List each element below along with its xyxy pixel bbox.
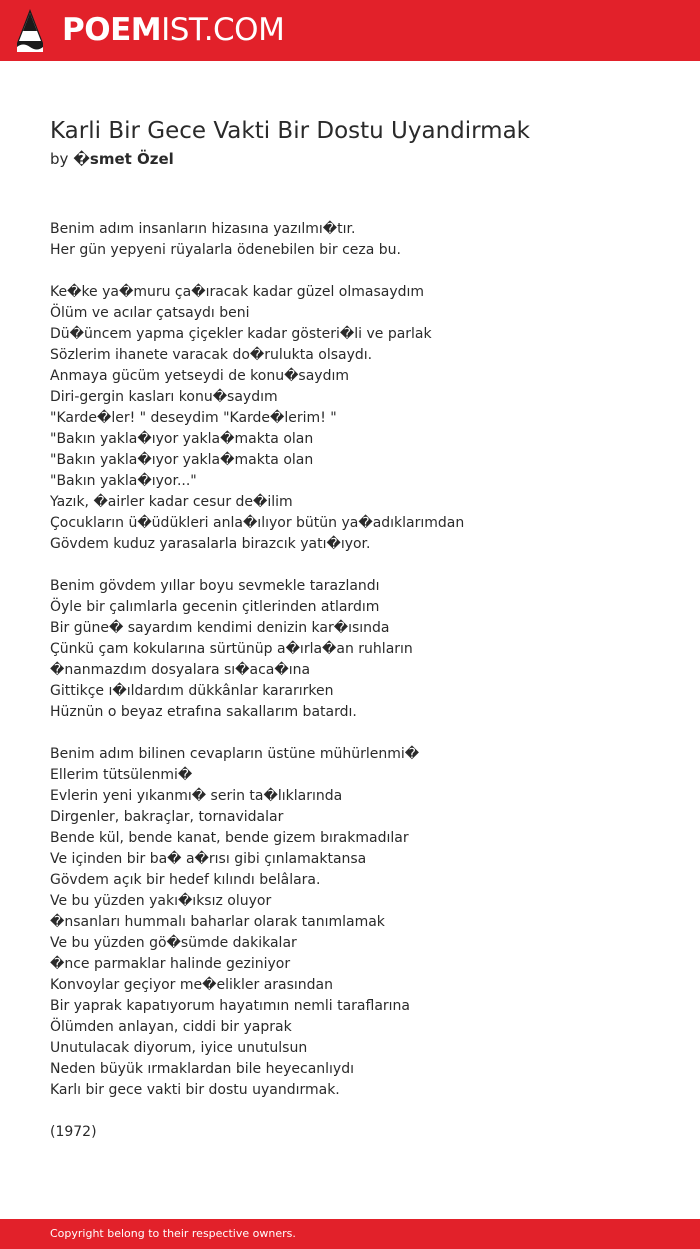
copyright-text: Copyright belong to their respective owners. xyxy=(50,1227,296,1240)
poem-line: �nanmazdım dosyalara sı�aca�ına xyxy=(50,662,311,678)
poem-line: Yazık, �airler kadar cesur de�ilim xyxy=(50,494,293,510)
poem-line: Hüznün o beyaz etrafına sakallarım batardı. xyxy=(50,704,357,720)
poem-line: Ve bu yüzden gö�sümde dakikalar xyxy=(50,935,297,951)
poem-body xyxy=(50,219,670,1143)
poem-line: Konvoylar geçiyor me�elikler arasından xyxy=(50,977,334,993)
poem-line: Diri-gergin kasları konu�saydım xyxy=(50,389,278,405)
poem-line: Neden büyük ırmaklardan bile heyecanlıydı xyxy=(50,1061,354,1077)
pen-nib-icon[interactable] xyxy=(17,9,43,52)
poem-line: Gittikçe ı�ıldardım dükkânlar kararırken xyxy=(50,683,334,699)
poem-line: Ölüm ve acılar çatsaydı beni xyxy=(50,305,250,321)
poem-line: Dü�üncem yapma çiçekler kadar gösteri�li ve parlak xyxy=(50,326,432,342)
logo-light-text: IST.COM xyxy=(161,12,285,48)
poem-line: Çocukların ü�üdükleri anla�ılıyor bütün ya�adıklarımdan xyxy=(50,515,465,531)
poem-line: Anmaya gücüm yetseydi de konu�saydım xyxy=(50,368,350,384)
poem-line: Dirgenler, bakraçlar, tornavidalar xyxy=(50,809,284,825)
poem-line: Benim adım insanların hizasına yazılmı�tır. xyxy=(50,221,356,237)
poem-stanza xyxy=(50,576,670,723)
site-logo[interactable] xyxy=(62,10,284,50)
by-label: by xyxy=(50,150,69,168)
site-header xyxy=(0,0,700,61)
poem-line: �nce parmaklar halinde geziniyor xyxy=(50,956,291,972)
poem-line: "Bakın yakla�ıyor yakla�makta olan xyxy=(50,431,314,447)
byline xyxy=(50,148,174,170)
poem-line: Evlerin yeni yıkanmı� serin ta�lıklarında xyxy=(50,788,343,804)
poem-line: Ve içinden bir ba� a�rısı gibi çınlamaktansa xyxy=(50,851,367,867)
poem-stanza xyxy=(50,282,670,555)
poem-line: Sözlerim ihanete varacak do�rulukta olsaydı. xyxy=(50,347,373,363)
poem-stanza xyxy=(50,744,670,1101)
author-name: �smet Özel xyxy=(73,150,174,168)
poem-line: Unutulacak diyorum, iyice unutulsun xyxy=(50,1040,308,1056)
poem-line: Benim adım bilinen cevapların üstüne mühürlenmi� xyxy=(50,746,420,762)
poem-line: "Bakın yakla�ıyor yakla�makta olan xyxy=(50,452,314,468)
poem-line: Gövdem açık bir hedef kılındı belâlara. xyxy=(50,872,321,888)
poem-line: Öyle bir çalımlarla gecenin çitlerinden atlardım xyxy=(50,599,380,615)
poem-line: Bir güne� sayardım kendimi denizin kar�ısında xyxy=(50,620,390,636)
poem-line: Her gün yepyeni rüyalarla ödenebilen bir ceza bu. xyxy=(50,242,401,258)
logo-bold-text: POEM xyxy=(62,12,162,48)
poem-line: Karlı bir gece vakti bir dostu uyandırmak. xyxy=(50,1082,340,1098)
poem-line: Gövdem kuduz yarasalarla birazcık yatı�ıyor. xyxy=(50,536,371,552)
poem-year: (1972) xyxy=(50,1124,97,1140)
poem-line: Ellerim tütsülenmi� xyxy=(50,767,193,783)
poem-line: Ölümden anlayan, ciddi bir yaprak xyxy=(50,1019,292,1035)
poem-stanza xyxy=(50,219,670,261)
poem-line: Ve bu yüzden yakı�ıksız oluyor xyxy=(50,893,272,909)
poem-line: "Bakın yakla�ıyor..." xyxy=(50,473,197,489)
poem-line: Bir yaprak kapatıyorum hayatımın nemli taraflarına xyxy=(50,998,410,1014)
poem-line: Çünkü çam kokularına sürtünüp a�ırla�an ruhların xyxy=(50,641,413,657)
site-footer xyxy=(0,1219,700,1249)
poem-line: "Karde�ler! " deseydim "Karde�lerim! " xyxy=(50,410,337,426)
poem-line: Benim gövdem yıllar boyu sevmekle tarazlandı xyxy=(50,578,380,594)
poem-line: Bende kül, bende kanat, bende gizem bırakmadılar xyxy=(50,830,409,846)
poem-title: Karli Bir Gece Vakti Bir Dostu Uyandirmak xyxy=(50,118,531,144)
poem-line: �nsanları hummalı baharlar olarak tanımlamak xyxy=(50,914,385,930)
poem-line: Ke�ke ya�muru ça�ıracak kadar güzel olmasaydım xyxy=(50,284,425,300)
